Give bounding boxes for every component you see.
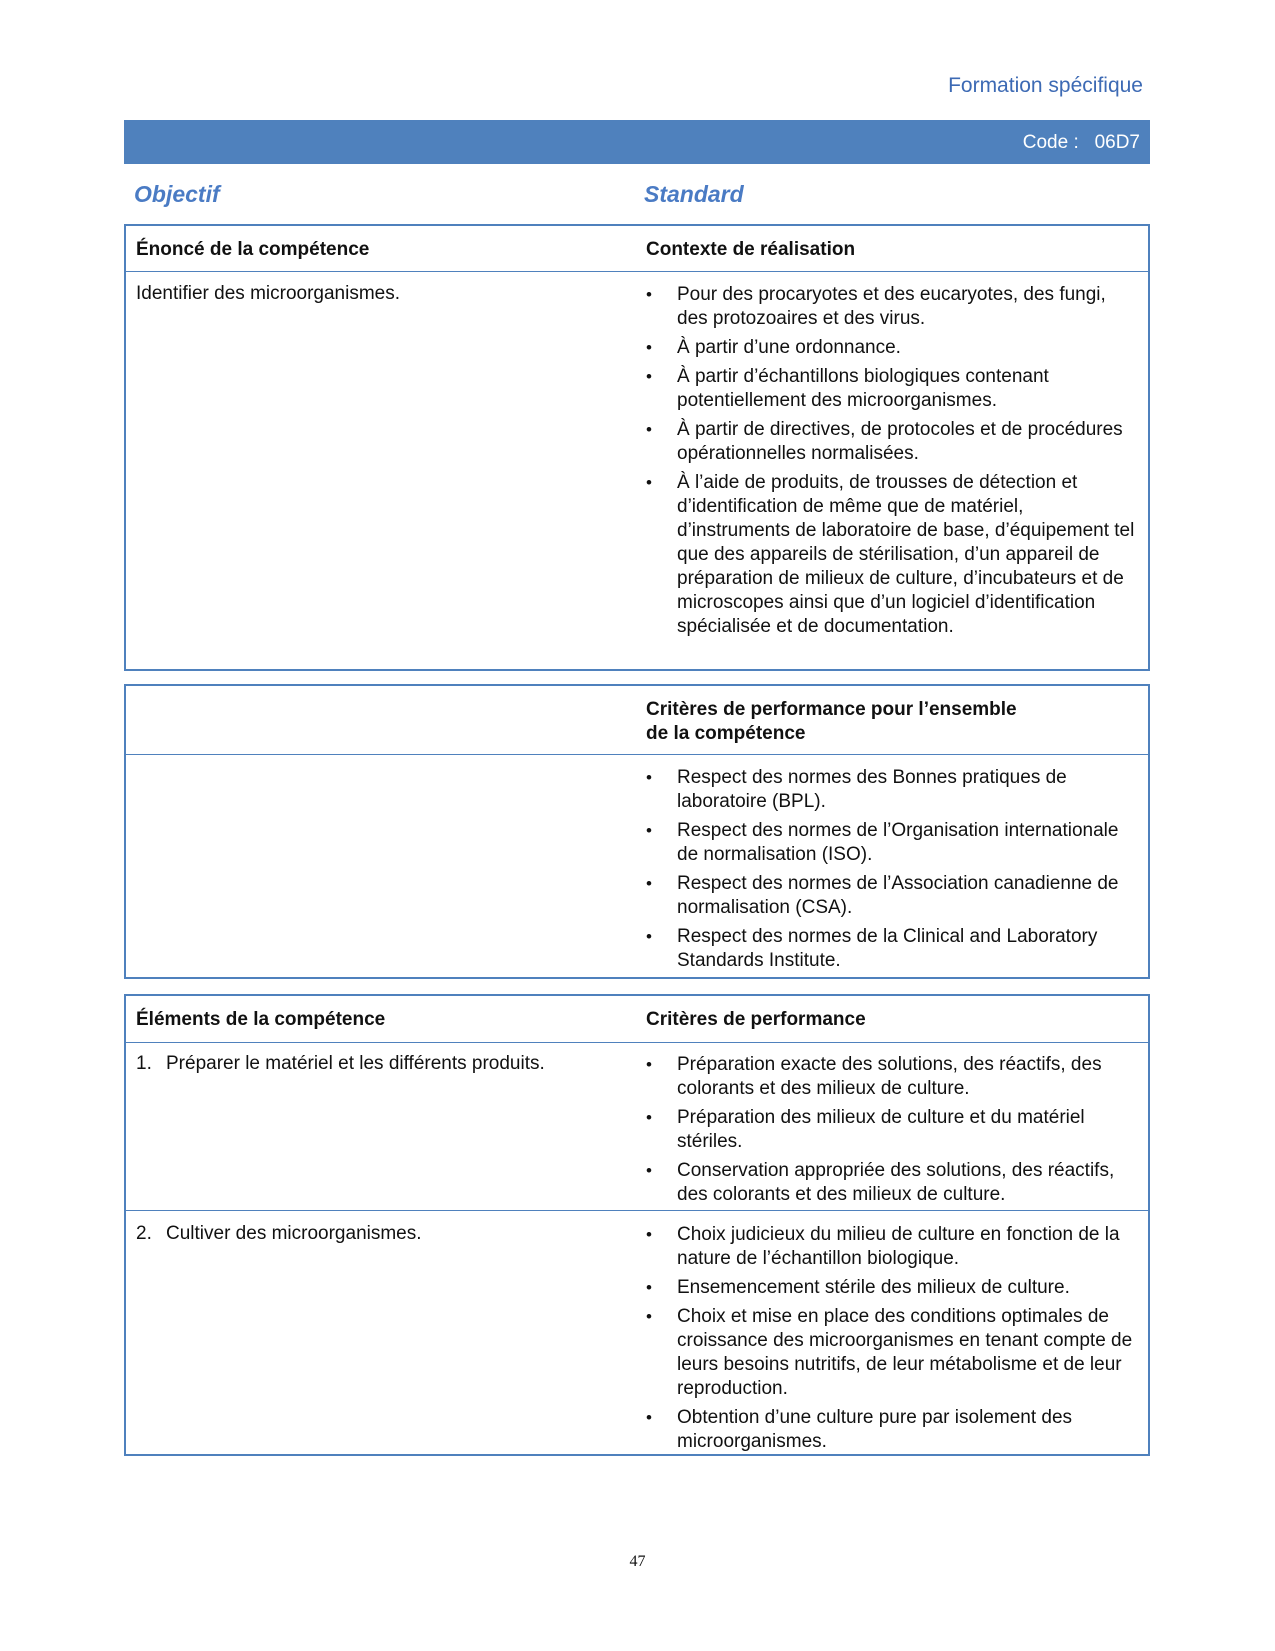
- bullet-icon: •: [646, 874, 652, 893]
- list-item: • Choix et mise en place des conditions optimales de croissance des microorganismes en tenant compte de leurs besoins nutritifs, de leur métabolisme et de leur reproduction.: [646, 1306, 1133, 1399]
- list-item: • Respect des normes des Bonnes pratiques de laboratoire (BPL).: [646, 767, 1067, 812]
- bullet-icon: •: [646, 821, 652, 840]
- list-item: • Préparation des milieux de culture et du matériel stériles.: [646, 1107, 1085, 1152]
- document-header-title: Formation spécifique: [948, 74, 1143, 97]
- bullet-icon: •: [646, 285, 652, 304]
- header-band: [124, 120, 1150, 164]
- bullet-icon: •: [646, 1278, 652, 1297]
- bullet-icon: •: [646, 768, 652, 787]
- bullet-icon: •: [646, 1055, 652, 1074]
- list-item: • À partir de directives, de protocoles et de procédures opérationnelles normalisées.: [646, 419, 1123, 464]
- competence-statement-box: [124, 224, 1150, 671]
- enonce-header: Énoncé de la compétence: [136, 239, 370, 260]
- list-item: • Respect des normes de l’Organisation internationale de normalisation (ISO).: [646, 820, 1119, 865]
- list-item: • Respect des normes de l’Association canadienne de normalisation (CSA).: [646, 873, 1119, 918]
- overall-criteria-header-line2: de la compétence: [646, 723, 806, 744]
- overall-criteria-list: [646, 766, 1136, 978]
- contexte-header: Contexte de réalisation: [646, 239, 856, 260]
- overall-criteria-header-line1: Critères de performance pour l’ensemble: [646, 699, 1017, 720]
- list-item: • Conservation appropriée des solutions, des réactifs, des colorants et des milieux de culture.: [646, 1160, 1115, 1205]
- element-label: Cultiver des microorganismes.: [166, 1223, 422, 1244]
- list-item: • À l’aide de produits, de trousses de détection et d’identification de même que de matériel, d’instruments de laboratoire de base, d’équipement tel que des appareils de stérilisation, d’un appareil de préparation de milieux de culture, d’incubateurs et de microscopes ainsi que d’un logiciel d’identification spécialisée et de documentation.: [646, 472, 1135, 637]
- list-item: • Ensemencement stérile des milieux de culture.: [646, 1277, 1070, 1298]
- list-item: • Respect des normes de la Clinical and Laboratory Standards Institute.: [646, 926, 1098, 971]
- row-divider: [126, 1210, 1148, 1211]
- box3-header-row: [126, 996, 1148, 1043]
- element-number: 1.: [136, 1053, 152, 1074]
- elements-header: Éléments de la compétence: [136, 1009, 386, 1030]
- bullet-icon: •: [646, 473, 652, 492]
- element-1: [136, 1052, 616, 1076]
- bullet-icon: •: [646, 1307, 652, 1326]
- element-number: 2.: [136, 1223, 152, 1244]
- elements-criteria-box: [124, 994, 1150, 1456]
- list-item: • Préparation exacte des solutions, des réactifs, des colorants et des milieux de culture.: [646, 1054, 1102, 1099]
- section-label-standard: Standard: [644, 181, 744, 207]
- list-item: • Choix judicieux du milieu de culture en fonction de la nature de l’échantillon biologique.: [646, 1224, 1120, 1269]
- element-1-criteria: [646, 1053, 1136, 1212]
- performance-criteria-header: Critères de performance: [646, 1009, 866, 1030]
- overall-criteria-box: [124, 684, 1150, 979]
- overall-criteria-header: [646, 698, 1136, 746]
- course-code: Code : 06D7: [1022, 132, 1140, 153]
- context-list: [646, 283, 1136, 644]
- bullet-icon: •: [646, 927, 652, 946]
- element-2: [136, 1222, 616, 1246]
- bullet-icon: •: [646, 1108, 652, 1127]
- list-item: • Pour des procaryotes et des eucaryotes, des fungi, des protozoaires et des virus.: [646, 284, 1106, 329]
- bullet-icon: •: [646, 1225, 652, 1244]
- bullet-icon: •: [646, 338, 652, 357]
- list-item: • À partir d’échantillons biologiques contenant potentiellement des microorganismes.: [646, 366, 1049, 411]
- list-item: • Obtention d’une culture pure par isolement des microorganismes.: [646, 1407, 1073, 1452]
- section-label-objectif: Objectif: [134, 181, 220, 207]
- bullet-icon: •: [646, 367, 652, 386]
- page-number: 47: [629, 1553, 646, 1570]
- bullet-icon: •: [646, 1408, 652, 1427]
- bullet-icon: •: [646, 420, 652, 439]
- bullet-icon: •: [646, 1161, 652, 1180]
- box2-header-row: [126, 686, 1148, 755]
- list-item: • À partir d’une ordonnance.: [646, 337, 901, 358]
- competence-statement: Identifier des microorganismes.: [136, 283, 400, 304]
- box1-header-row: [126, 226, 1148, 272]
- element-label: Préparer le matériel et les différents produits.: [166, 1053, 545, 1074]
- element-2-criteria: [646, 1223, 1136, 1459]
